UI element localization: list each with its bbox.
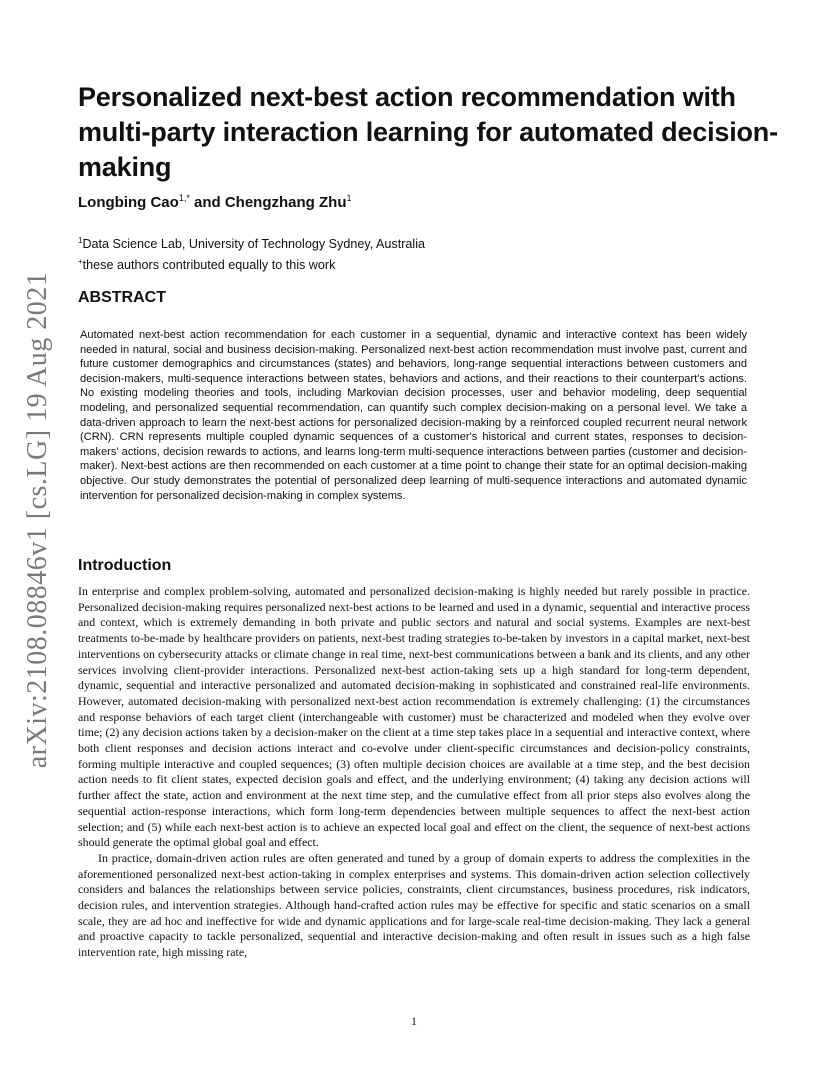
introduction-heading: Introduction: [78, 557, 172, 574]
affiliation-mark: 1: [346, 193, 352, 203]
affiliation-mark: 1,*: [178, 193, 190, 203]
author-name: Longbing Cao: [78, 194, 179, 211]
paper-title: Personalized next-best action recommendation with multi-party interaction learning for automated decision-making: [78, 82, 778, 182]
contribution-mark: +: [78, 257, 83, 266]
author-line: [78, 193, 352, 211]
abstract-heading: ABSTRACT: [78, 289, 166, 306]
contribution-note: [78, 253, 425, 274]
affiliation-mark: 1: [78, 236, 83, 245]
arxiv-identifier: arXiv:2108.08846v1 [cs.LG] 19 Aug 2021: [22, 271, 53, 769]
introduction-paragraph: In enterprise and complex problem-solving, automated and personalized decision-making is highly needed but rarely possible in practice. Personalized decision-making requires personalized next-best actions to be learned and used in a dynamic, sequential and interactive process and context, which is extremely demanding in both private and public sectors and natural and social systems. Examples are next-best treatments to-be-made by healthcare providers on patients, next-best trading strategies to-be-taken by investors in a capital market, next-best interventions on cybersecurity attacks or climate change in real time, next-best communications between a bank and its clients, and any other services involving client-provider interactions. Personalized next-best action-taking sets up a high standard for long-term dependent, dynamic, sequential and interactive personalized and automated decision-making in sophisticated and constrained real-life environments. However, automated decision-making with personalized next-best action recommendation is extremely challenging: (1) the circumstances and response behaviors of each target client (interchangeable with customer) must be characterized and modeled when they evolve over time; (2) any decision actions taken by a decision-maker on the client at a time step takes place in a sequential and interactive context, where both client responses and decision actions interact and co-evolve under client-specific circumstances and decision-policy constraints, forming multiple interactive and coupled sequences; (3) often multiple decision choices are available at a time step, and the best decision action needs to fit client states, expected decision goals and effect, and the underlying environment; (4) taking any decision actions will further affect the state, action and environment at the next time step, and the cumulative effect from all prior steps also evolves along the sequential action-response interactions, which form long-term dependencies between multiple sequences to affect the next-best action selection; and (5) while each next-best action is to achieve an expected local goal and effect on the client, the sequence of next-best actions should generate the optimal global goal and effect.: [78, 584, 750, 850]
affiliations: [78, 232, 425, 274]
introduction-paragraph: In practice, domain-driven action rules are often generated and tuned by a group of domain experts to address the complexities in the aforementioned personalized next-best action-taking in complex enterprises and systems. This domain-driven action selection collectively considers and balances the relationships between service policies, constraints, client circumstances, business procedures, risk indicators, decision rules, and intervention strategies. Although hand-crafted action rules may be effective for specific and static scenarios on a small scale, they are ad hoc and ineffective for wide and dynamic applications and for large-scale real-time decision-making. They lack a general and proactive capacity to tackle personalized, sequential and interactive decision-making and often result in issues such as a high false intervention rate, high missing rate,: [78, 850, 750, 960]
abstract-text: Automated next-best action recommendation for each customer in a sequential, dynamic and interactive context has been widely needed in natural, social and business decision-making. Personalized next-best action recommendation must involve past, current and future customer demographics and circumstances (states) and behaviors, long-range sequential interactions between customers and decision-makers, multi-sequence interactions between states, behaviors and actions, and their reactions to their counterpart's actions. No existing modeling theories and tools, including Markovian decision processes, user and behavior modeling, deep sequential modeling, and personalized sequential recommendation, can quantify such complex decision-making on a personal level. We take a data-driven approach to learn the next-best actions for personalized decision-making by a reinforced coupled recurrent neural network (CRN). CRN represents multiple coupled dynamic sequences of a customer's historical and current states, responses to decision-makers' actions, decision rewards to actions, and learns long-term multi-sequence interactions between parties (customer and decision-maker). Next-best actions are then recommended on each customer at a time point to change their state for an optimal decision-making objective. Our study demonstrates the potential of personalized deep learning of multi-sequence interactions and automated dynamic intervention for personalized decision-making in complex systems.: [80, 329, 747, 502]
author-connector: and: [189, 194, 225, 211]
affiliation-line: [78, 232, 425, 253]
introduction-body: [78, 584, 750, 961]
affiliation-text: Data Science Lab, University of Technology Sydney, Australia: [82, 237, 426, 251]
page-number: 1: [411, 1014, 417, 1028]
author-name: Chengzhang Zhu: [224, 194, 347, 211]
contribution-text: these authors contributed equally to this work: [82, 258, 336, 272]
